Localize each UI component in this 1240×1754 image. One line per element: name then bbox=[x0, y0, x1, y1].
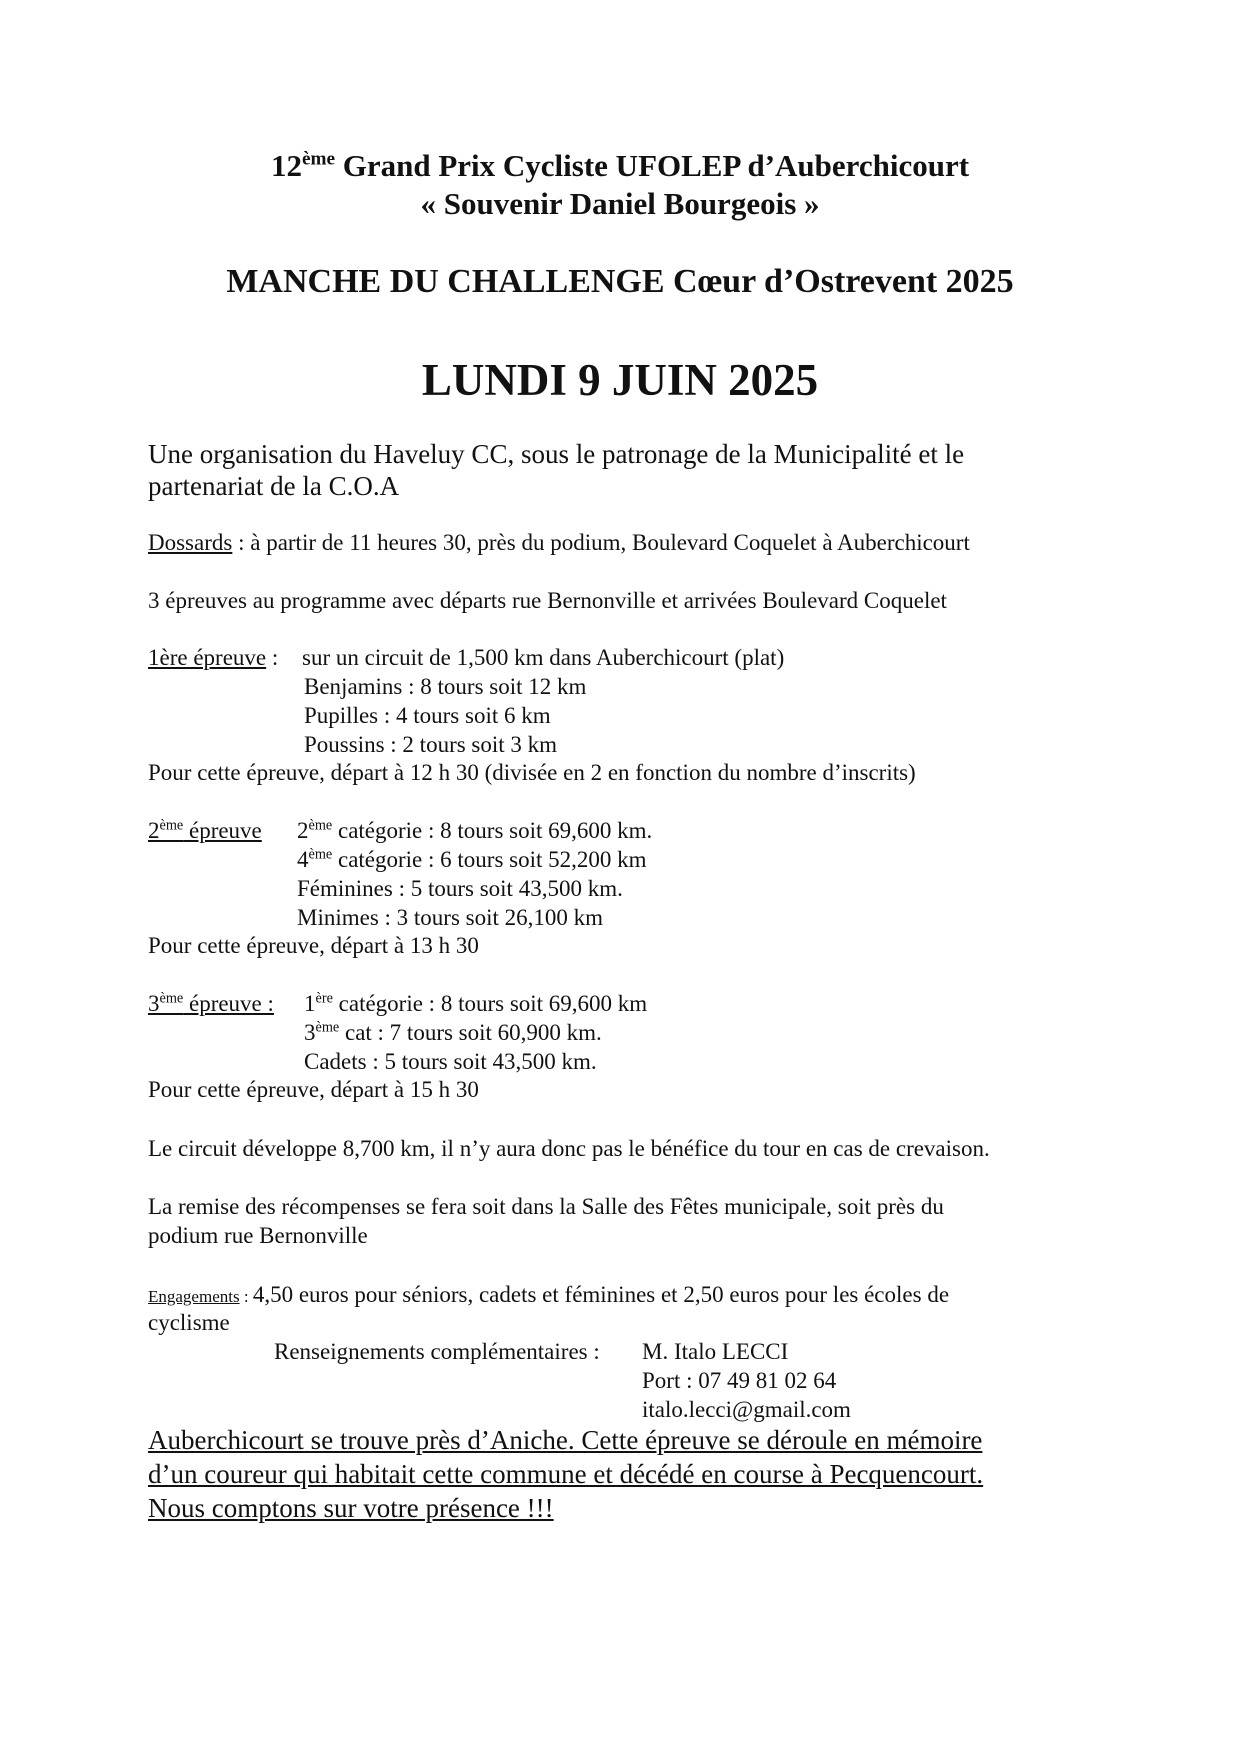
epreuve3-label: 3ème épreuve : bbox=[148, 990, 274, 1016]
recompenses-line-1: La remise des récompenses se fera soit dans la Salle des Fêtes municipale, soit près du bbox=[148, 1194, 944, 1219]
epreuve3-cat1: 1ère catégorie : 8 tours soit 69,600 km bbox=[304, 990, 648, 1016]
event-date: LUNDI 9 JUIN 2025 bbox=[421, 355, 819, 405]
epreuve1-label: 1ère épreuve : bbox=[148, 645, 279, 670]
programme-line: 3 épreuves au programme avec départs rue Bernonville et arrivées Boulevard Coquelet bbox=[148, 588, 947, 613]
epreuve1-depart: Pour cette épreuve, départ à 12 h 30 (divisée en 2 en fonction du nombre d’inscrits) bbox=[148, 760, 916, 785]
epreuve2-label: 2ème épreuve bbox=[148, 817, 262, 843]
epreuve1-poussins: Poussins : 2 tours soit 3 km bbox=[304, 732, 558, 757]
challenge-heading: MANCHE DU CHALLENGE Cœur d’Ostrevent 2025 bbox=[226, 263, 1014, 300]
engagements-label: Engagements bbox=[148, 1287, 240, 1306]
intro-line-1: Une organisation du Haveluy CC, sous le patronage de la Municipalité et le bbox=[148, 439, 965, 469]
epreuve1-pupilles: Pupilles : 4 tours soit 6 km bbox=[304, 703, 551, 728]
engagements-line: Engagements : 4,50 euros pour séniors, cadets et féminines et 2,50 euros pour les écoles de bbox=[148, 1282, 950, 1307]
dossards-line: Dossards : à partir de 11 heures 30, près du podium, Boulevard Coquelet à Auberchicourt bbox=[148, 530, 970, 555]
contact-email: italo.lecci@gmail.com bbox=[642, 1397, 851, 1422]
engagements-line-2: cyclisme bbox=[148, 1310, 230, 1335]
epreuve3-cadets: Cadets : 5 tours soit 43,500 km. bbox=[304, 1049, 597, 1074]
footer-line-1: Auberchicourt se trouve près d’Aniche. Cette épreuve se déroule en mémoire bbox=[148, 1425, 983, 1455]
event-title: 12ème Grand Prix Cycliste UFOLEP d’Auberchicourt bbox=[270, 148, 970, 183]
epreuve2-feminines: Féminines : 5 tours soit 43,500 km. bbox=[297, 876, 623, 901]
epreuve2-cat4: 4ème catégorie : 6 tours soit 52,200 km bbox=[297, 846, 647, 872]
contact-label: Renseignements complémentaires : bbox=[274, 1339, 600, 1364]
contact-name: M. Italo LECCI bbox=[642, 1339, 789, 1364]
event-subtitle: « Souvenir Daniel Bourgeois » bbox=[420, 186, 820, 221]
intro-line-2: partenariat de la C.O.A bbox=[148, 471, 400, 501]
footer-line-2: d’un coureur qui habitait cette commune et décédé en course à Pecquencourt. bbox=[148, 1459, 984, 1489]
epreuve2-depart: Pour cette épreuve, départ à 13 h 30 bbox=[148, 933, 479, 958]
contact-phone: Port : 07 49 81 02 64 bbox=[642, 1368, 837, 1393]
footer-line-3: Nous comptons sur votre présence !!! bbox=[148, 1493, 554, 1523]
circuit-info: Le circuit développe 8,700 km, il n’y aura donc pas le bénéfice du tour en cas de crevaison. bbox=[148, 1136, 990, 1161]
epreuve2-cat2: 2ème catégorie : 8 tours soit 69,600 km. bbox=[297, 817, 653, 843]
epreuve1-circuit: sur un circuit de 1,500 km dans Auberchicourt (plat) bbox=[302, 645, 785, 670]
epreuve2-minimes: Minimes : 3 tours soit 26,100 km bbox=[297, 905, 604, 930]
dossards-label: Dossards bbox=[148, 530, 233, 555]
epreuve3-cat3: 3ème cat : 7 tours soit 60,900 km. bbox=[304, 1019, 602, 1045]
epreuve1-benjamins: Benjamins : 8 tours soit 12 km bbox=[304, 674, 587, 699]
recompenses-line-2: podium rue Bernonville bbox=[148, 1223, 368, 1248]
epreuve3-depart: Pour cette épreuve, départ à 15 h 30 bbox=[148, 1077, 479, 1102]
